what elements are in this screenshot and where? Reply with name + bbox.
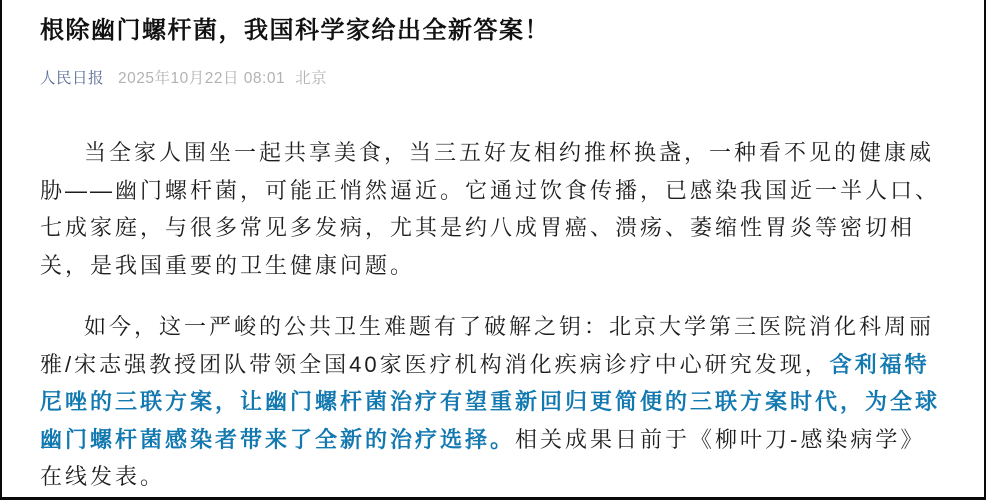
highlighted-finding-text: 含利福特尼唑的三联方案，让幽门螺杆菌治疗有望重新回归更简便的三联方案时代，为全球幽门螺杆菌感染者带来了全新的治疗选择。 — [40, 351, 941, 452]
publish-location: 北京 — [295, 70, 328, 87]
article-paragraph-2 — [40, 308, 946, 496]
article-paragraph-1 — [40, 134, 946, 284]
article-byline — [40, 68, 946, 90]
article-body — [40, 134, 946, 496]
paragraph-text: 相关成果日前于《柳叶刀-感染病学》在线发表。 — [40, 426, 926, 489]
article-title: 根除幽门螺杆菌，我国科学家给出全新答案！ — [40, 17, 550, 44]
paragraph-text: 当全家人围坐一起共享美食，当三五好友相约推杯换盏，一种看不见的健康威胁——幽门螺杆菌，可能正悄然逼近。它通过饮食传播，已感染我国近一半人口、七成家庭，与很多常见多发病，尤其是约八成胃癌、溃疡、萎缩性胃炎等密切相关，是我国重要的卫生健康问题。 — [40, 140, 941, 278]
publish-datetime: 2025年10月22日 08:01 — [118, 70, 286, 87]
paragraph-text: 如今，这一严峻的公共卫生难题有了破解之钥：北京大学第三医院消化科周丽雅/宋志强教授团队带领全国40家医疗机构消化疾病诊疗中心研究发现， — [40, 314, 935, 377]
source-account-link[interactable]: 人民日报 — [40, 70, 105, 87]
